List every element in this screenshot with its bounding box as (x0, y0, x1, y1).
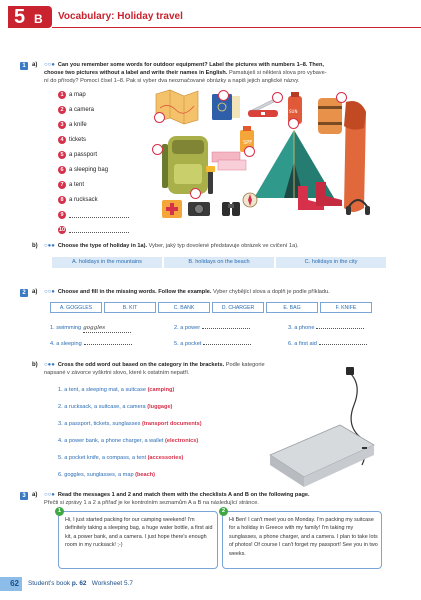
fill-item-label: 6. a first aid (288, 341, 317, 347)
equipment-illustration (148, 88, 370, 228)
sleeping-bag-icon (344, 101, 366, 212)
ex2-part-a: a) (32, 289, 38, 295)
list-item (58, 211, 148, 221)
odd-word-text: 4. a power bank, a phone charger, a wallet (58, 438, 164, 444)
fill-item-2 (174, 324, 250, 332)
exercise-3-number: 3 (20, 492, 28, 500)
odd-word-category: (accessories) (147, 455, 184, 461)
list-item (58, 121, 148, 131)
holiday-type-options (52, 257, 386, 269)
odd-word-category: (transport documents) (141, 421, 202, 427)
label-circle[interactable] (244, 146, 255, 157)
fill-item-label: 3. a phone (288, 325, 315, 331)
students-book-label: Student's book (28, 580, 71, 587)
power-bank-illustration (262, 365, 392, 495)
ex2b-instruction-cz-2: napsané v závorce vyškrtni slovo, které k ostatním nepatří. (44, 370, 190, 376)
header-divider (52, 27, 421, 28)
ex1-instruction-cz-2: ní do přírody? Pomocí čísel 1–8. Pak si vyber dva neoznačované obrázky a napiš jejich anglické názvy. (44, 78, 300, 84)
fill-item-3 (288, 324, 364, 332)
word-box-option: A. GOGGLES (50, 302, 102, 313)
students-book-page: p. 62 (71, 580, 87, 587)
compass-icon (243, 193, 257, 207)
item-number: 6 (58, 166, 66, 174)
list-item (58, 106, 148, 116)
item-number: 5 (58, 151, 66, 159)
word-box-option: E. BAG (266, 302, 318, 313)
fill-item-4 (50, 340, 132, 348)
label-circle[interactable] (218, 90, 229, 101)
page-number: 62 (0, 577, 22, 591)
equipment-illustration-svg (148, 88, 370, 228)
example-answer: goggles (83, 325, 106, 331)
sleeping-mat-icon (318, 98, 342, 134)
svg-text:SUN: SUN (289, 109, 298, 114)
odd-word-category: (camping) (147, 387, 175, 393)
label-circle[interactable] (190, 188, 201, 199)
answer-line[interactable] (202, 328, 250, 329)
odd-word-item[interactable] (58, 471, 155, 479)
message-2 (221, 508, 382, 569)
ex1-instruction-bold-1: Can you remember some words for outdoor equipment? Label the pictures with numbers 1–8. Then, (57, 62, 324, 68)
holiday-option-a[interactable]: A. holidays in the mountains (52, 257, 162, 268)
item-label: a passport (69, 152, 98, 158)
rucksack-icon (162, 136, 208, 194)
item-label: a knife (69, 122, 87, 128)
answer-line[interactable] (84, 344, 132, 345)
ex2-instruction (44, 288, 414, 296)
fill-item-label: 2. a power (174, 325, 201, 331)
difficulty-dots: ○●● (44, 243, 55, 249)
exercise-1-number: 1 (20, 62, 28, 70)
list-item (58, 151, 148, 161)
list-item (58, 166, 148, 176)
footer-reference (28, 580, 133, 587)
message-number: 1 (55, 507, 64, 516)
binoculars-icon (222, 202, 240, 216)
difficulty-dots: ○●● (44, 362, 55, 368)
ex3-instruction-cz: Přečti si zprávy 1 a 2 a přiřaď je ke kontrolním seznamům A a B na následující stránce. (44, 500, 259, 506)
ex1-part-b: b) (32, 243, 38, 249)
odd-word-item[interactable] (58, 454, 183, 462)
page-header (0, 0, 421, 30)
ex3-instruction-bold: Read the messages 1 and 2 and match them with the checklists A and B on the following page. (57, 492, 310, 498)
fill-item-label: 5. a pocket (174, 341, 202, 347)
ex1b-instruction (44, 242, 414, 250)
list-item (58, 136, 148, 146)
odd-word-item[interactable] (58, 403, 172, 411)
tickets-icon (212, 152, 246, 170)
knife-icon (248, 100, 278, 117)
camera-icon (188, 202, 210, 216)
item-label: a tent (69, 182, 85, 188)
list-item (58, 226, 148, 236)
hiking-boots-icon (298, 182, 342, 210)
page-title: Vocabulary: Holiday travel (58, 11, 183, 22)
odd-word-item[interactable] (58, 386, 174, 394)
item-number: 3 (58, 121, 66, 129)
ex1b-instruction-cz: Vyber, jaký typ dovolené představuje obrázek ve cvičení 1a). (148, 243, 299, 249)
difficulty-dots: ○○● (44, 289, 55, 295)
message-text: Hi, I just started packing for our camping weekend! I'm definitely taking a sleeping bag, a huge water bottle, a first aid kit, a power bank, and a camera. I just hope there's enough room in my rucksack! ;-) (65, 517, 213, 549)
unit-letter: B (34, 12, 43, 26)
answer-line[interactable] (69, 232, 129, 233)
ex2b-instruction-bold: Cross the odd word out based on the category in the brackets. (57, 362, 225, 368)
ex3-part-a: a) (32, 492, 38, 498)
item-label: a camera (69, 107, 95, 113)
word-box-option: D. CHARGER (212, 302, 264, 313)
item-number: 4 (58, 136, 66, 144)
worksheet-label: Worksheet 5.7 (91, 580, 133, 587)
message-1 (57, 508, 218, 569)
answer-line[interactable] (316, 328, 364, 329)
ex1-instruction-bold-2: choose two pictures without a label and write their names in English. (44, 70, 228, 76)
ex3-instruction (44, 491, 414, 507)
odd-word-category: (beach) (135, 472, 156, 478)
holiday-option-b[interactable]: B. holidays on the beach (164, 257, 274, 268)
item-label: a rucksack (69, 197, 98, 203)
list-item (58, 91, 148, 101)
item-label: tickets (69, 137, 87, 143)
label-circle[interactable] (336, 92, 347, 103)
answer-line[interactable] (69, 217, 129, 218)
holiday-option-c[interactable]: C. holidays in the city (276, 257, 386, 268)
page-footer (0, 574, 421, 594)
ex2-instruction-bold: Choose and fill in the missing words. Follow the example. (57, 289, 212, 295)
odd-word-text: 5. a pocket knife, a compass, a tent (58, 455, 146, 461)
odd-word-text: 1. a tent, a sleeping mat, a suitcase (58, 387, 146, 393)
first-aid-kit-icon (162, 200, 182, 218)
label-circle[interactable] (288, 118, 299, 129)
label-circle[interactable] (154, 112, 165, 123)
odd-word-text: 3. a passport, tickets, sunglasses (58, 421, 141, 427)
item-number: 7 (58, 181, 66, 189)
unit-badge (8, 6, 52, 28)
list-item (58, 181, 148, 191)
difficulty-dots: ○○● (44, 492, 55, 498)
message-number: 2 (219, 507, 228, 516)
unit-number: 5 (14, 6, 26, 28)
message-text: Hi Ben! I can't meet you on Monday. I'm packing my suitcase for a holiday in Greece with my family! I'm taking my sunglasses, a phone charger, and a camera. I plan to take lots of photos! Of course I can't forget my passport! See you in two weeks. (229, 517, 378, 557)
exercise-2-number: 2 (20, 289, 28, 297)
answer-line[interactable] (83, 324, 131, 333)
odd-word-category: (luggage) (147, 404, 173, 410)
word-box-option: F. KNIFE (320, 302, 372, 313)
item-number: 10 (58, 227, 66, 233)
ex2-instruction-cz: Vyber chybějící slova a doplň je podle příkladu. (212, 289, 330, 295)
ex1b-instruction-bold: Choose the type of holiday in 1a). (57, 243, 148, 249)
ex1-instruction (44, 61, 414, 85)
list-item (58, 196, 148, 206)
ex1-part-a: a) (32, 62, 38, 68)
odd-word-item[interactable] (58, 420, 202, 428)
odd-word-text: 6. goggles, sunglasses, a map (58, 472, 134, 478)
word-box (50, 302, 372, 313)
fill-item-6 (288, 340, 367, 348)
word-box-option: B. KIT (104, 302, 156, 313)
odd-word-item[interactable] (58, 437, 198, 445)
ex2b-instruction-cz-1: Podle kategorie (225, 362, 265, 368)
fill-item-5 (174, 340, 251, 348)
item-label: a sleeping bag (69, 167, 109, 173)
power-bank-icon (270, 425, 374, 487)
item-number: 8 (58, 196, 66, 204)
odd-word-text: 2. a rucksack, a suitcase, a camera (58, 404, 146, 410)
ex2-part-b: b) (32, 362, 38, 368)
svg-text:SPF: SPF (243, 140, 253, 146)
label-circle[interactable] (272, 92, 283, 103)
difficulty-dots: ○○● (44, 62, 55, 68)
ex1-instruction-cz-1: Pamatuješ si některá slova pro vybave- (228, 70, 327, 76)
fill-item-1 (50, 324, 131, 333)
fill-item-label: 1. swimming (50, 325, 82, 331)
label-circle[interactable] (152, 144, 163, 155)
answer-line[interactable] (319, 344, 367, 345)
answer-line[interactable] (203, 344, 251, 345)
item-number: 1 (58, 91, 66, 99)
word-box-option: C. BANK (158, 302, 210, 313)
item-label: a map (69, 92, 86, 98)
item-number: 9 (58, 211, 66, 219)
fill-item-label: 4. a sleeping (50, 341, 82, 347)
odd-word-category: (electronics) (164, 438, 199, 444)
item-number: 2 (58, 106, 66, 114)
